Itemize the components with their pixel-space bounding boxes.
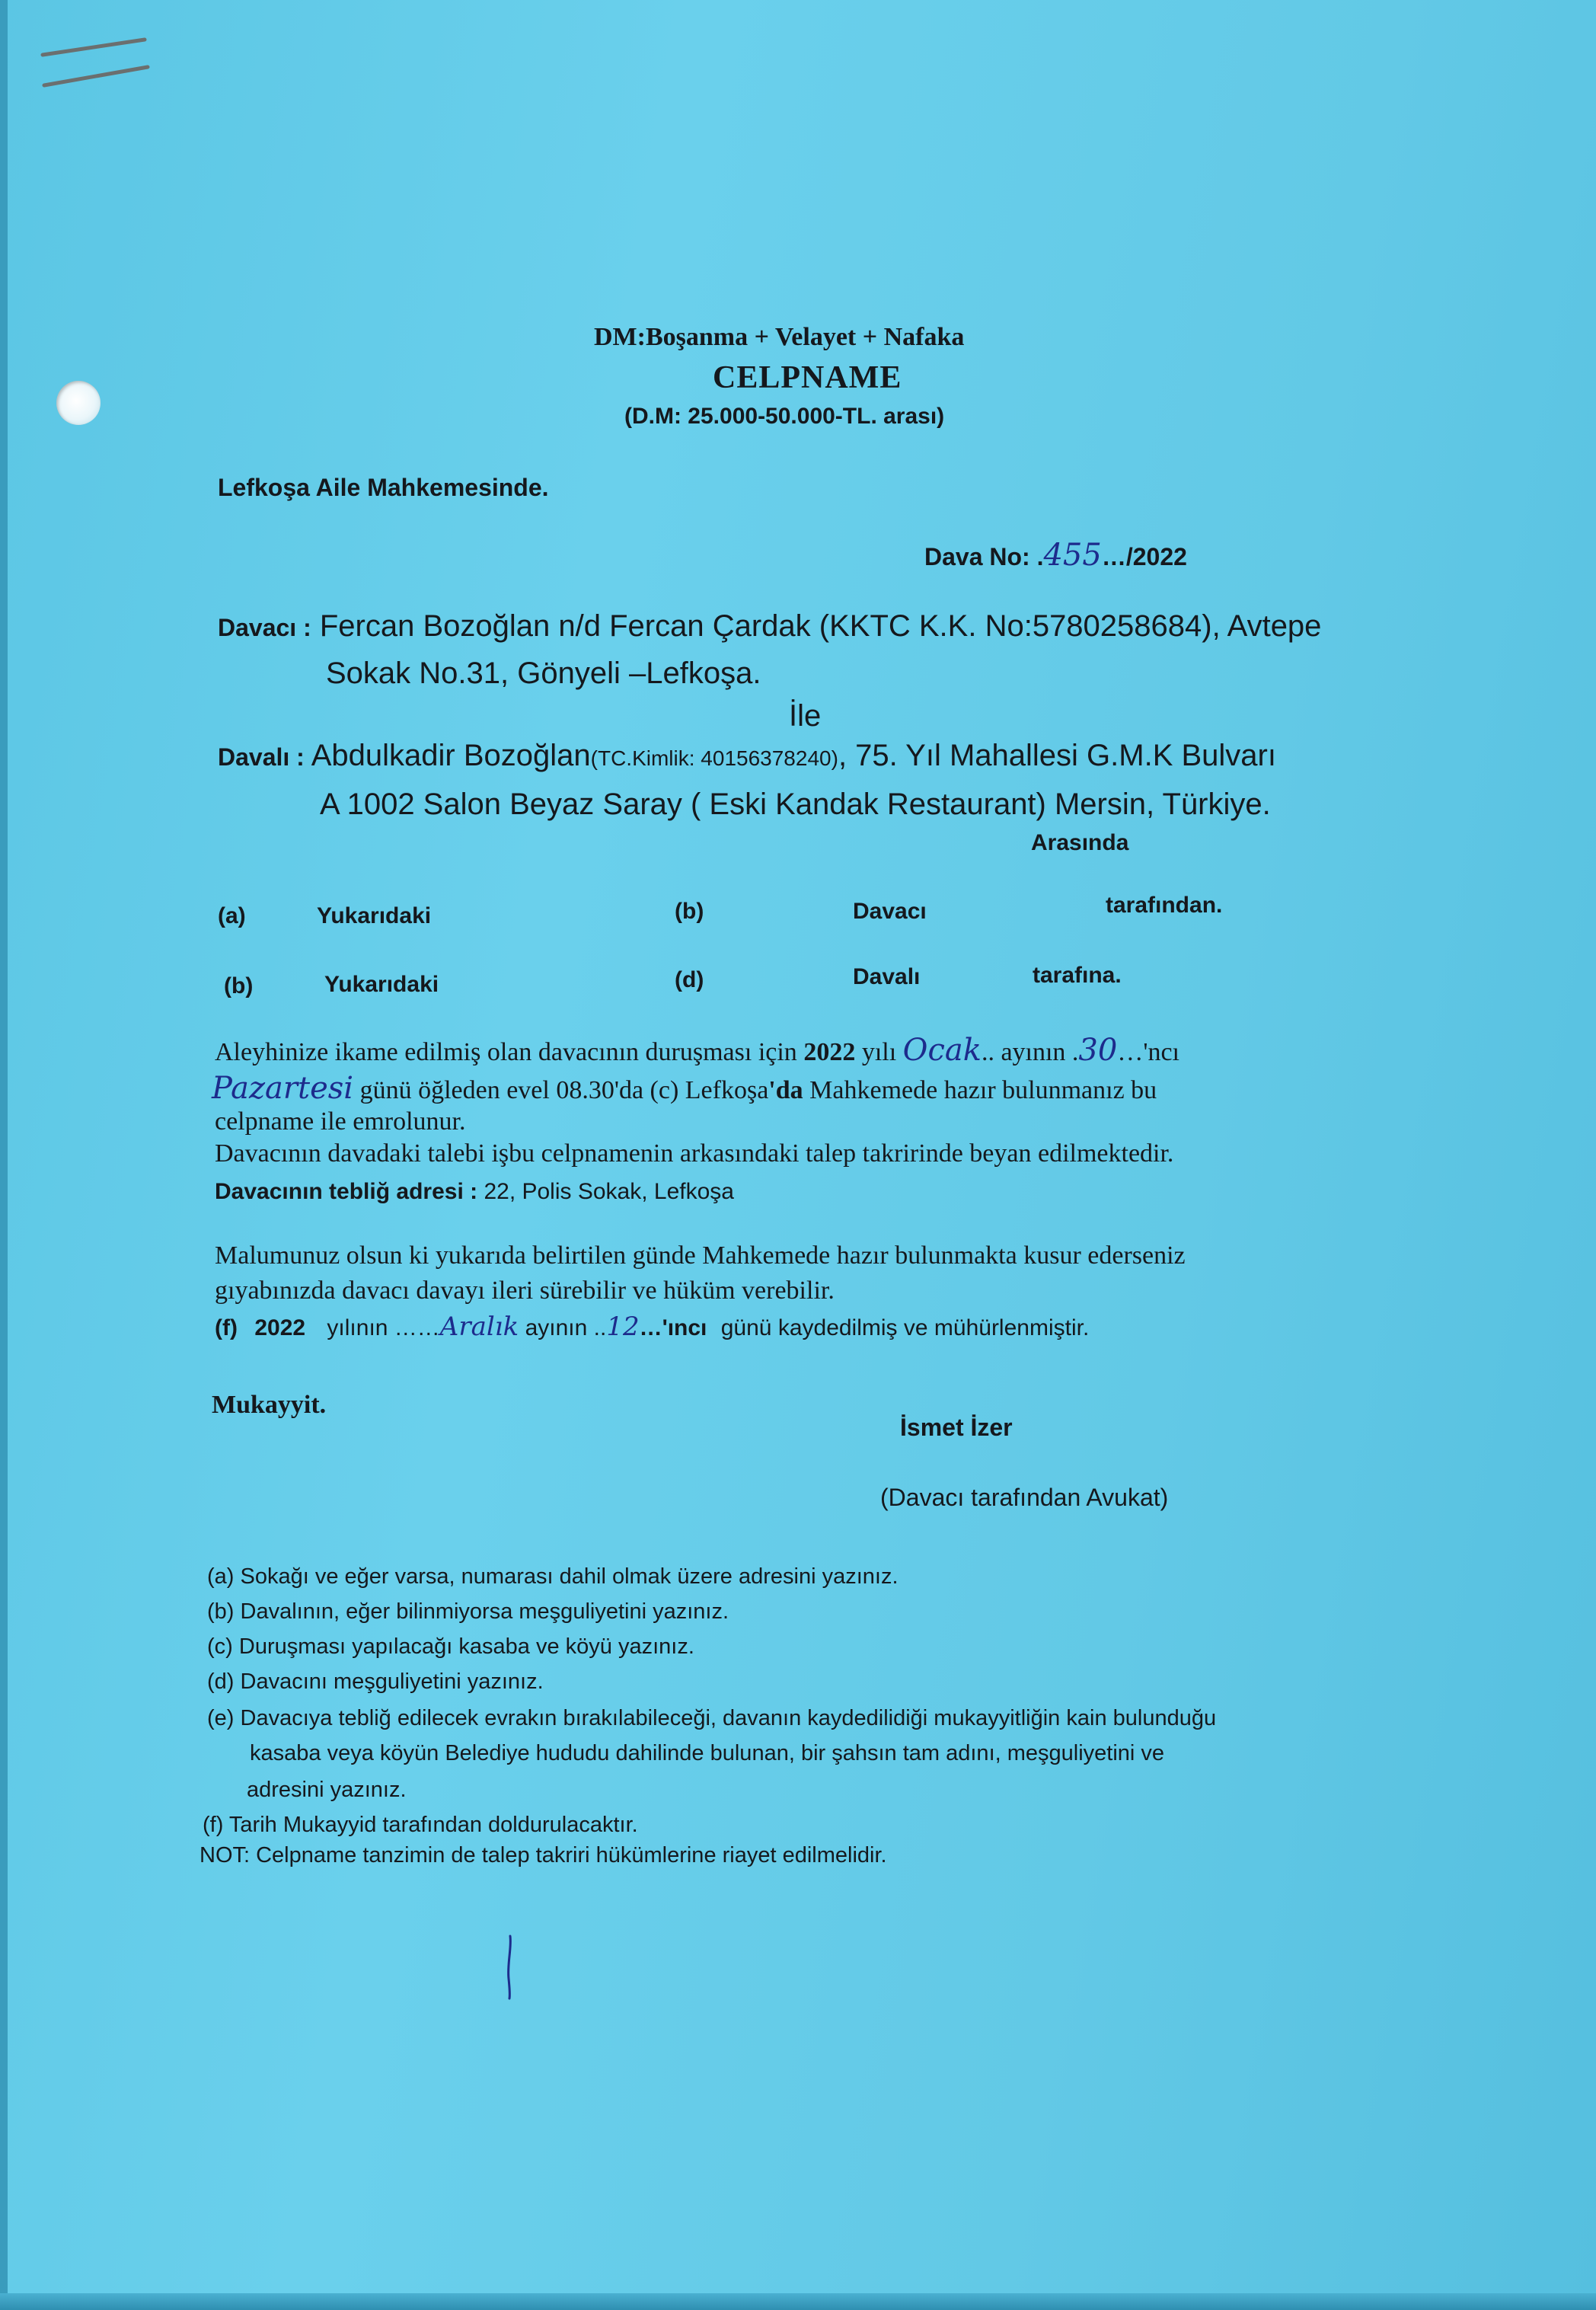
note-text: Davacını meşguliyetini yazınız. bbox=[240, 1669, 544, 1694]
note-item bbox=[250, 1741, 1164, 1766]
staple-mark-icon bbox=[37, 30, 158, 99]
notice-f-label: (f) bbox=[215, 1315, 238, 1340]
notice-inci: …'ıncı bbox=[639, 1315, 707, 1340]
note-item bbox=[247, 1778, 407, 1803]
summons-line-3: celpname ile emrolunur. bbox=[215, 1107, 466, 1136]
note-label: (d) bbox=[207, 1669, 235, 1694]
case-number bbox=[924, 538, 1187, 573]
plaintiff-label: Davacı : bbox=[218, 614, 311, 641]
address-label: Davacının tebliğ adresi : bbox=[215, 1179, 478, 1204]
note-label: (e) bbox=[207, 1706, 235, 1730]
case-number-handwritten: 455 bbox=[1043, 538, 1102, 573]
page-bottom-edge bbox=[0, 2293, 1596, 2310]
note-label: (b) bbox=[207, 1599, 235, 1624]
note-item bbox=[203, 1813, 638, 1838]
arasinda-label: Arasında bbox=[1031, 830, 1129, 855]
lawyer-name: İsmet İzer bbox=[900, 1414, 1013, 1441]
summons-weekday-handwritten: Pazartesi bbox=[212, 1071, 354, 1106]
note-item bbox=[207, 1706, 1216, 1731]
note-item bbox=[207, 1599, 729, 1625]
mukayyit-label: Mukayyit. bbox=[212, 1391, 327, 1419]
case-number-label: Dava No: bbox=[924, 543, 1030, 570]
address-value: 22, Polis Sokak, Lefkoşa bbox=[484, 1179, 734, 1204]
note-text: Tarih Mukayyid tarafından doldurulacaktır. bbox=[228, 1813, 638, 1837]
summons-appear-text: Mahkemede hazır bulunmanız bu bbox=[809, 1076, 1157, 1104]
summons-nci: …'ncı bbox=[1117, 1038, 1179, 1066]
note-text: Davalının, eğer bilinmiyorsa meşguliyetini yazınız. bbox=[240, 1599, 729, 1624]
summons-year: 2022 bbox=[803, 1038, 856, 1066]
row-b-ref: (d) bbox=[675, 967, 704, 992]
row-a-text: Yukarıdaki bbox=[317, 903, 432, 928]
summons-line-2 bbox=[212, 1071, 1393, 1106]
defendant-line-1 bbox=[218, 739, 1276, 773]
lawyer-role: (Davacı tarafından Avukat) bbox=[880, 1484, 1169, 1511]
note-label: (c) bbox=[207, 1634, 233, 1659]
punch-hole-icon bbox=[56, 381, 101, 425]
row-b-party: Davalı bbox=[853, 964, 921, 989]
summons-da: 'da bbox=[768, 1076, 803, 1104]
plaintiff-line-1 bbox=[218, 609, 1321, 644]
note-text: Sokağı ve eğer varsa, numarası dahil olmak üzere adresini yazınız. bbox=[240, 1564, 899, 1589]
notice-end: günü kaydedilmiş ve mühürlenmiştir. bbox=[720, 1315, 1090, 1340]
page-title: CELPNAME bbox=[713, 360, 902, 395]
notice-yilinin: yılının …… bbox=[327, 1315, 440, 1340]
row-a-label: (a) bbox=[218, 903, 246, 928]
summons-ayinin: .. ayının . bbox=[981, 1038, 1079, 1066]
case-number-dots: . bbox=[1036, 543, 1044, 570]
note-label: (a) bbox=[207, 1564, 235, 1589]
row-a-end: tarafından. bbox=[1106, 893, 1223, 918]
notice-year: 2022 bbox=[254, 1315, 306, 1340]
summons-line-1 bbox=[215, 1033, 1395, 1068]
note-item bbox=[207, 1564, 899, 1590]
notice-date-line bbox=[215, 1312, 1089, 1342]
note-item bbox=[207, 1669, 544, 1695]
summons-month-handwritten: Ocak bbox=[902, 1033, 982, 1068]
note-text: adresini yazınız. bbox=[247, 1778, 407, 1802]
defendant-id: (TC.Kimlik: 40156378240) bbox=[590, 746, 838, 770]
notice-line-2: gıyabınızda davacı davayı ileri sürebilir ve hüküm verebilir. bbox=[215, 1276, 835, 1305]
pen-mark-icon bbox=[500, 1933, 522, 2002]
plaintiff-details: Fercan Bozoğlan n/d Fercan Çardak (KKTC K.K. No:5780258684), Avtepe bbox=[319, 609, 1322, 643]
notice-day-handwritten: 12 bbox=[606, 1312, 640, 1342]
summons-time-location: günü öğleden evel 08.30'da (c) Lefkoşa bbox=[359, 1076, 769, 1104]
defendant-address-1: , 75. Yıl Mahallesi G.M.K Bulvarı bbox=[838, 739, 1276, 772]
note-text: kasaba veya köyün Belediye hududu dahilinde bulunan, bir şahsın tam adını, meşguliyetini ve bbox=[250, 1741, 1165, 1765]
defendant-line-2: A 1002 Salon Beyaz Saray ( Eski Kandak Restaurant) Mersin, Türkiye. bbox=[320, 788, 1271, 821]
notice-ayinin: ayının .. bbox=[525, 1315, 607, 1340]
row-b-text: Yukarıdaki bbox=[324, 972, 439, 997]
case-number-suffix: …/2022 bbox=[1101, 543, 1187, 570]
summons-day-handwritten: 30 bbox=[1078, 1033, 1118, 1068]
ile-label: İle bbox=[789, 699, 822, 733]
plaintiff-line-2: Sokak No.31, Gönyeli –Lefkoşa. bbox=[326, 657, 761, 690]
value-range: (D.M: 25.000-50.000-TL. arası) bbox=[624, 404, 945, 429]
row-b-end: tarafına. bbox=[1033, 963, 1122, 988]
page-edge bbox=[0, 0, 8, 2310]
summons-yili: yılı bbox=[861, 1038, 897, 1066]
defendant-name: Abdulkadir Bozoğlan bbox=[311, 739, 591, 772]
notice-month-handwritten: Aralık bbox=[439, 1312, 519, 1342]
final-note: NOT: Celpname tanzimin de talep takriri hükümlerine riayet edilmelidir. bbox=[200, 1843, 887, 1867]
address-line bbox=[215, 1179, 734, 1205]
case-subject: DM:Boşanma + Velayet + Nafaka bbox=[594, 323, 965, 351]
note-text: Davacıya tebliğ edilecek evrakın bırakılabileceği, davanın kaydedilidiği mukayyitliğin kain bulunduğu bbox=[240, 1706, 1217, 1730]
summons-text: Aleyhinize ikame edilmiş olan davacının duruşması için bbox=[215, 1038, 797, 1066]
note-label: (f) bbox=[203, 1813, 224, 1837]
court-name: Lefkoşa Aile Mahkemesinde. bbox=[218, 474, 549, 501]
defendant-label: Davalı : bbox=[218, 743, 305, 771]
row-a-ref: (b) bbox=[675, 899, 704, 924]
note-item bbox=[207, 1634, 694, 1660]
note-text: Duruşması yapılacağı kasaba ve köyü yazınız. bbox=[238, 1634, 694, 1659]
row-b-label: (b) bbox=[224, 973, 254, 998]
summons-line-4: Davacının davadaki talebi işbu celpnamenin arkasındaki talep takririnde beyan edilmektedir. bbox=[215, 1139, 1174, 1168]
row-a-party: Davacı bbox=[853, 899, 927, 924]
notice-line-1: Malumunuz olsun ki yukarıda belirtilen günde Mahkemede hazır bulunmakta kusur ederseniz bbox=[215, 1241, 1186, 1270]
